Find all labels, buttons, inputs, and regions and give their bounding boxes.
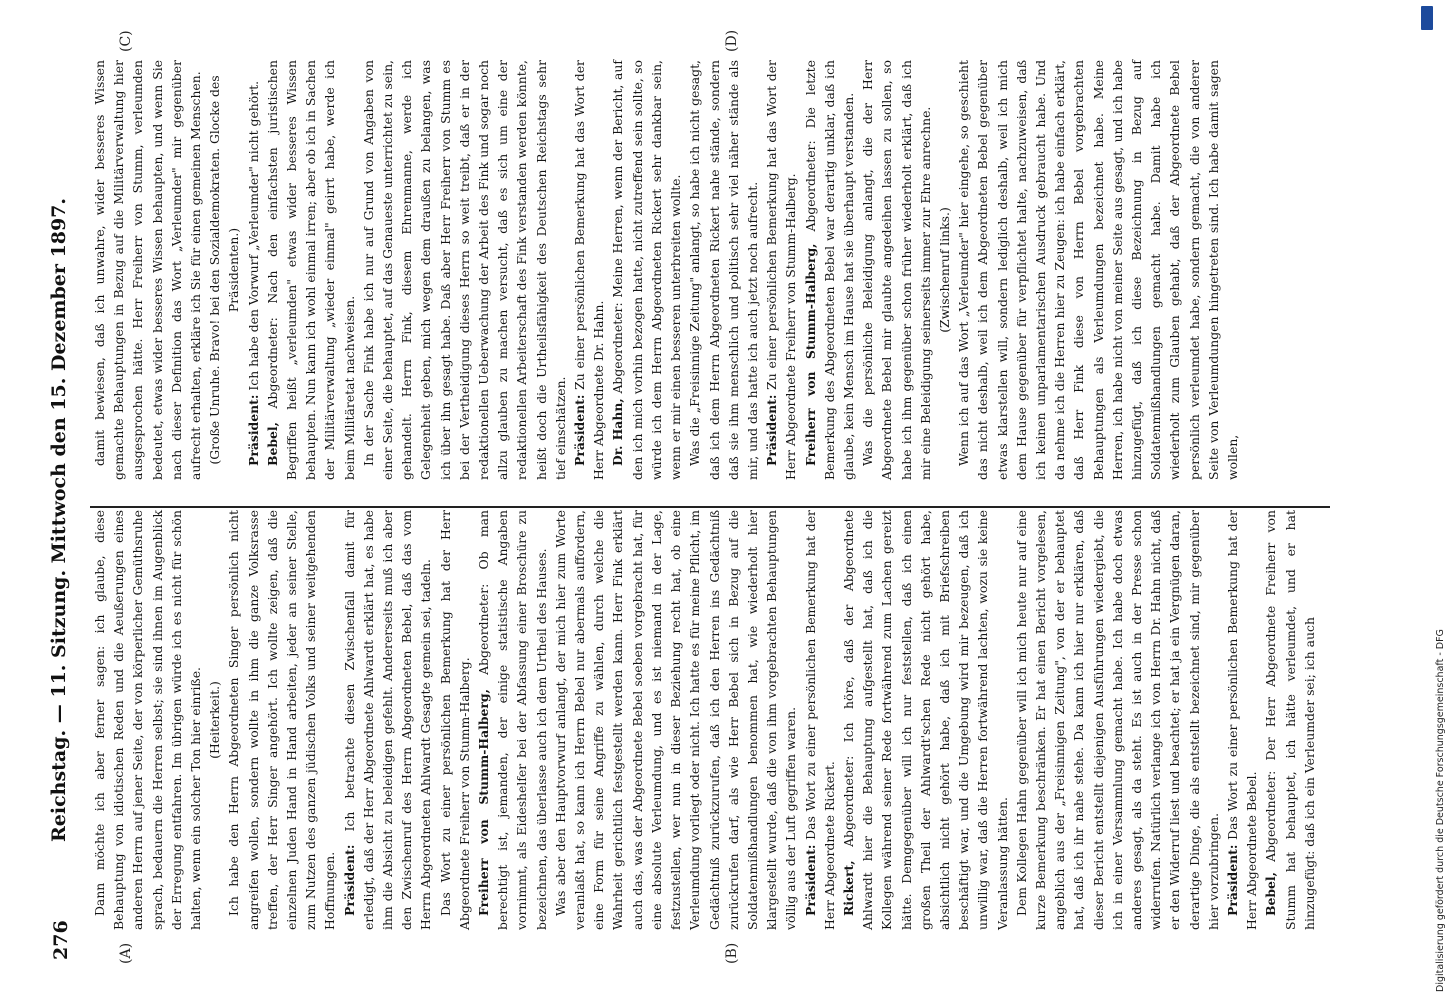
digitization-note	[1420, 8, 1446, 992]
left-text-column	[90, 510, 1340, 930]
column-divider	[90, 507, 1330, 509]
paragraph	[1223, 510, 1261, 930]
margin-marker-c: (C)	[118, 30, 134, 52]
paragraph-text: (Heiterkeit.)	[207, 681, 223, 759]
page-number: 276	[50, 920, 72, 960]
paragraph	[90, 60, 205, 480]
paragraph-text: Abgeordneter: Nach den einfachsten juristischen Begriffen heißt „verleumden" etwas wider besseres Wissen behaupten. Nun kann ich wohl einmal irren; aber ob ich in Sachen der Militärverwaltung „wieder einmal" geirrt habe, werde ich beim Militäretat nachweisen.	[264, 60, 357, 480]
speaker-name: Präsident:	[572, 394, 588, 466]
paragraph-text: Dann möchte ich aber ferner sagen: ich glaube, diese Behauptung von idiotischen Reden und die Aeußerungen eines anderen Herrn auf jener Seite, der von körperlicher Gemüthsruhe sprach, bedauern die Herren selbst; sie sind ihnen im Augenblick der Erregung entfahren. Im übrigen würde ich es nicht für schön halten, wenn ein solcher Ton hier einriße.	[92, 510, 204, 930]
paragraph	[474, 510, 551, 930]
speaker-name: Freiherr von Stumm-Halberg,	[476, 689, 492, 916]
paragraph-text: Zu einer persönlichen Bemerkung hat das Wort der Herr Abgeordnete Freiherr von Stumm-Halberg.	[764, 60, 799, 480]
speaker-name: Präsident:	[802, 844, 818, 916]
paragraph-text: Das Wort zu einer persönlichen Bemerkung hat der Herr Abgeordnete Freiherr von Stumm-Halberg.	[437, 510, 472, 930]
paragraph	[954, 60, 1242, 480]
paragraph-text: Wenn ich auf das Wort „Verleumder" hier eingehe, so geschieht das nicht deshalb, weil ich dem Abgeordneten Bebel gegenüber etwas klarstellen will, sondern lediglich deshalb, weil ich mich dem Hause gegenüber für verpflichtet halte, nachzuweisen, daß ich keinen unparlamentarischen Ausdruck gebraucht habe. Und da nehme ich die Herren hier zu Zeugen: ich habe einfach erklärt, daß Herr Fink diese von Herrn Bebel vorgebrachten Behauptungen als Verleumdungen bezeichnet habe. Meine Herren, ich habe nicht von meiner Seite aus gesagt, und ich habe hinzugefügt, daß ich diese Bezeichnung in Bezug auf Soldatenmißhandlungen gemacht habe. Damit habe ich wiederholt zum Glauben gehabt, daß der Abgeordnete Bebel persönlich verleumdet habe, sondern gemacht, die von anderer Seite von Verleumdungen hingetreten sind. Ich habe damit sagen wollen,	[956, 60, 1240, 480]
paragraph	[436, 510, 474, 930]
paragraph	[801, 60, 859, 480]
speaker-name: Rickert,	[840, 860, 856, 916]
paragraph	[244, 60, 263, 480]
paragraph-text: Was die persönliche Beleidigung anlangt, die der Herr Abgeordnete Bebel mir glaubte angedeihen lassen zu sollen, so habe ich ihm gegenüber schon früher wiederholt erklärt, daß ich mir eine Beleidigung seinerseits immer zur Ehre anrechne.	[860, 60, 933, 480]
paragraph	[90, 510, 205, 930]
paragraph	[551, 510, 801, 930]
speaker-name: Dr. Hahn,	[610, 398, 626, 466]
paragraph	[839, 510, 1012, 930]
paragraph	[570, 60, 608, 480]
paragraph	[359, 60, 570, 480]
running-head-title: Reichstag. — 11. Sitzung. Mittwoch den 15. Dezember 1897.	[48, 197, 70, 843]
paragraph	[224, 510, 339, 930]
paragraph-text: Was die „Freisinnige Zeitung" anlangt, so habe ich nicht gesagt, daß ich dem Herrn Abgeordneten Rickert nahe stände, sondern daß sie ihm menschlich und politisch sehr viel näher stände als mir, und das hatte ich auch jetzt noch aufrecht.	[687, 60, 760, 480]
speaker-name: Präsident:	[341, 844, 357, 916]
paragraph-text: Ich habe den Herrn Abgeordneten Singer persönlich nicht angreifen wollen, sondern wollte in ihm die ganze Volksrasse treffen, der Herr Singer angehört. Ich wollte zeigen, daß die einzelnen Juden Hand in Hand arbeiten, jeder an seiner Stelle, zum Nutzen des ganzen jüdischen Volks und seiner weitgehenden Hoffnungen.	[226, 510, 338, 930]
paragraph-text: (Große Unruhe. Bravo! bei den Sozialdemokraten. Glocke des Präsidenten.)	[207, 75, 242, 465]
running-head	[46, 80, 76, 960]
paragraph-text: Abgeordneter: Ob man berechtigt ist, jemanden, der einige statistische Angaben vornimmt, als Eideshelfer bei der Abfassung einer Broschüre zu bezeichnen, das überlasse auch ich dem Urtheil des Hauses.	[476, 510, 549, 930]
paragraph	[935, 60, 954, 480]
paragraph	[858, 60, 935, 480]
speaker-name: Präsident:	[764, 394, 780, 466]
speaker-name: Präsident:	[1224, 844, 1240, 916]
paragraph-text: Das Wort zu einer persönlichen Bemerkung hat der Herr Abgeordnete Bebel.	[1224, 510, 1260, 930]
margin-marker-b: (B)	[724, 942, 740, 964]
paragraph	[1261, 510, 1319, 930]
paragraph	[205, 60, 243, 480]
paragraph	[801, 510, 839, 930]
paragraph-text: damit bewiesen, daß ich unwahre, wider besseres Wissen gemachte Behauptungen in Bezug auf die Militärverwaltung hier ausgesprochen hätte. Herr Freiherr von Stumm, verleumden bedeutet, etwas wider besseres Wissen behaupten, und wenn Sie nach dieser Definition das Wort „Verleumder" mir gegenüber aufrecht erhalten, erkläre ich Sie für einen gemeinen Menschen.	[92, 60, 204, 480]
paragraph-text: Was aber den Hauptvorwurf anlangt, der mich hier zum Worte veranlaßt hat, so kann ich Herrn Bebel nur abermals auffordern, eine Form für seine Angriffe zu wählen, durch welche die Wahrheit gerichtlich festgestellt werden kann. Herr Fink erklärt auch das, was der Abgeordnete Bebel soeben vorgebracht hat, für eine absolute Verleumdung, und es ist niemand in der Lage, festzustellen, wer nun in dieser Beziehung recht hat, ob eine Verleumdung vorliegt oder nicht. Ich hatte es für meine Pflicht, im Gedächtniß zurückzurufen, daß ich den Herren ins Gedächtniß zurückrufen darf, als wie Herr Bebel sich in Bezug auf die Soldatenmißhandlungen benommen hat, wie wiederholt hier klargestellt wurde, daß die von ihm vorgebrachten Behauptungen völlig aus der Luft gegriffen waren.	[552, 510, 799, 930]
paragraph	[608, 60, 685, 480]
speaker-name: Bebel,	[264, 422, 280, 466]
paragraph-text: Ich habe den Vorwurf „Verleumder" nicht gehört.	[245, 80, 261, 391]
paragraph	[263, 60, 359, 480]
paragraph-text: Abgeordneter: Ich höre, daß der Abgeordnete Ahlwardt hier die Behauptung aufgestellt hat, daß ich die Kollegen während seiner Rede fortwährend zum Lachen gereizt hätte. Demgegenüber will ich nur feststellen, daß ich einen großen Theil der Ahlwardt'schen Rede nicht gehört habe, absichtlich nicht gehört habe, daß ich mit Briefschreiben beschäftigt war, und die Umgebung wird mir bezeugen, daß ich unwillig war, daß die Herren fortwährend lachten, wozu sie keine Veranlassung hätten.	[840, 510, 1010, 930]
paragraph-text: (Zwischenruf links.)	[936, 207, 952, 333]
paragraph-text: Abgeordneter: Die letzte Bemerkung des Abgeordneten Bebel war derartig unklar, daß ich glaube, kein Mensch im Hause hat sie überhaupt verstanden.	[802, 60, 856, 480]
digitization-note-text: Digitalisierung gefördert durch die Deutsche Forschungsgemeinschaft - DFG	[1435, 629, 1446, 992]
speaker-name: Bebel,	[1263, 872, 1279, 916]
paragraph	[205, 510, 224, 930]
right-text-column	[90, 60, 1340, 480]
paragraph-text: Dem Kollegen Hahn gegenüber will ich mich heute nur auf eine kurze Bemerkung beschränken. Er hat einen Bericht vorgelesen, angeblich aus der „Freisinnigen Zeitung", von der er behauptet hat, daß ich ihr nahe stehe. Da kann ich hier nur erklären, daß dieser Bericht entstellt diejenigen Ausführungen wiedergiebt, die ich in einer Versammlung gemacht habe. Ich habe doch etwas anderes gesagt, als da steht. Es ist auch in der Presse schon widerrufen. Natürlich verlange ich von Herrn Dr. Hahn nicht, daß er den Widerruf liest und beachtet; er hat ja ein Vergnügen daran, derartige Dinge, die als entstellt bezeichnet sind, mir gegenüber hier vorzubringen.	[1013, 510, 1221, 930]
margin-marker-a: (A)	[118, 942, 134, 964]
paragraph-text: Das Wort zu einer persönlichen Bemerkung hat der Herr Abgeordnete Rickert.	[802, 510, 837, 930]
paragraph-text: In der Sache Fink habe ich nur auf Grund von Angaben von einer Seite, die behauptet, auf das Genaueste unterrichtet zu sein, gehandelt. Herrn Fink, diesem Ehrenmanne, werde ich Gelegenheit geben, mich wegen dem draußen zu belangen, was ich über ihn gesagt habe. Daß aber Herr Freiherr von Stumm es bei der Vertheidigung dieses Herrn so weit treibt, daß er in der redaktionellen Ueberwachung der Arbeit des Fink und sogar noch allzu glauben zu machen versucht, daß es sich um eine der redaktionellen Arbeiterschaft des Fink verstanden werden könnte, heißt doch die Urtheilsfähigkeit des Deutschen Reichstags sehr tief einschätzen.	[360, 60, 568, 480]
speaker-name: Präsident:	[245, 394, 261, 466]
speaker-name: Freiherr von Stumm-Halberg,	[802, 243, 818, 466]
paragraph-text: Zu einer persönlichen Bemerkung hat das Wort der Herr Abgeordnete Dr. Hahn.	[572, 60, 607, 480]
paragraph	[340, 510, 436, 930]
paragraph	[762, 60, 800, 480]
paragraph-text: Abgeordneter: Meine Herren, wenn der Bericht, auf den ich mich vorhin bezogen hatte, nicht zutreffend sein sollte, so würde ich dem Herrn Abgeordneten Rickert sehr dankbar sein, wenn er mir einen besseren unterbreiten wollte.	[610, 60, 684, 480]
paragraph	[685, 60, 762, 480]
paragraph-text: Ich betrachte diesen Zwischenfall damit für erledigt, daß der Herr Abgeordnete Ahlwardt erklärt hat, es habe ihm die Absicht zu beleidigen gefehlt. Andererseits muß ich aber den Zwischenruf des Herrn Abgeordneten Bebel, daß das vom Herrn Abgeordneten Ahlwardt Gesagte gemein sei, tadeln.	[341, 510, 434, 930]
margin-marker-d: (D)	[724, 29, 740, 52]
paragraph	[1012, 510, 1223, 930]
paragraph-text: Abgeordneter: Der Herr Abgeordnete Freiherr von Stumm hat behauptet, ich hätte verleumdet, und er hat hinzugefügt: daß ich ein Verleumder sei; ich auch	[1263, 510, 1317, 930]
